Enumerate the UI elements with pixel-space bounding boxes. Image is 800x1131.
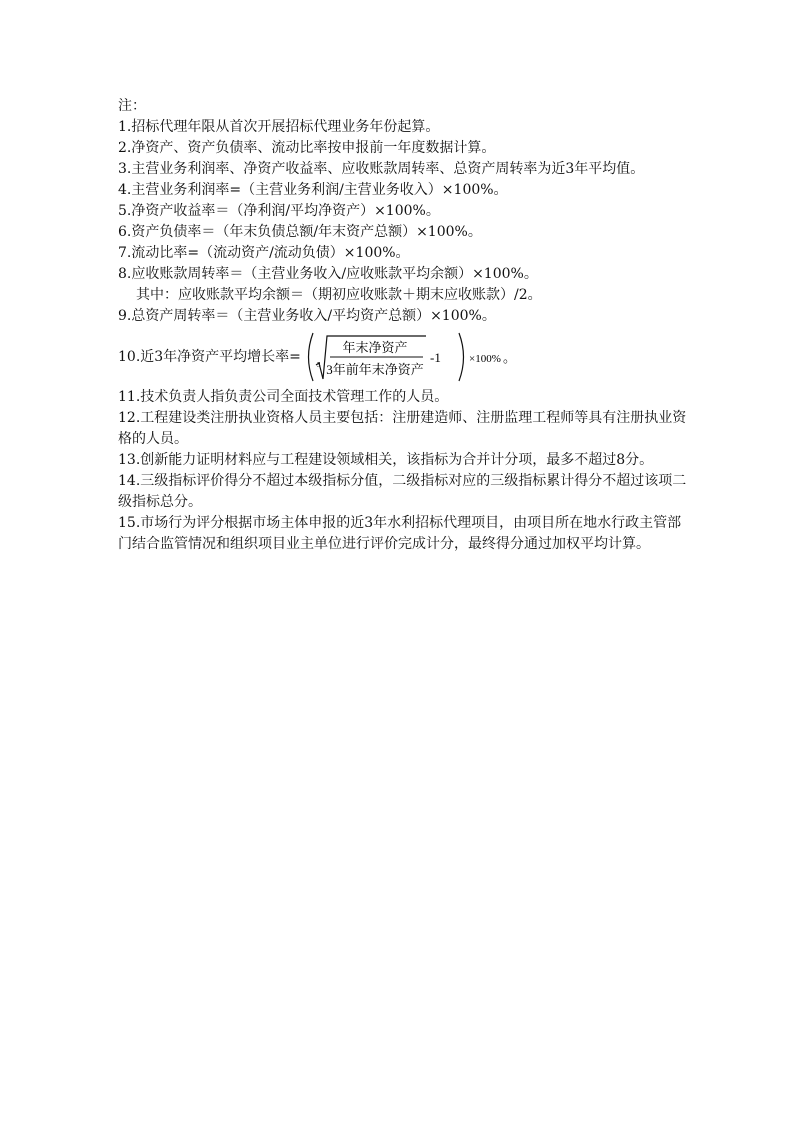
note-item-12: 12.工程建设类注册执业资格人员主要包括：注册建造师、注册监理工程师等具有注册执业资格的人员。 <box>118 410 687 447</box>
note-item-10-label: 10.近3年净资产平均增长率= <box>118 348 301 365</box>
growth-rate-formula <box>303 331 516 383</box>
note-item-14: 14.三级指标评价得分不超过本级指标分值，二级指标对应的三级指标累计得分不超过该项二级指标总分。 <box>118 473 687 510</box>
note-item-2: 2.净资产、资产负债率、流动比率按申报前一年度数据计算。 <box>118 140 496 156</box>
note-item-11: 11.技术负责人指负责公司全面技术管理工作的人员。 <box>118 389 449 405</box>
left-paren <box>308 333 313 381</box>
note-item-8-detail: 其中：应收账款平均余额＝（期初应收账款＋期末应收账款）/2。 <box>136 287 542 303</box>
note-item-9: 9.总资产周转率＝（主营业务收入/平均资产总额）×100%。 <box>118 308 496 324</box>
formula-times-100: ×100% <box>468 353 501 365</box>
note-item-10 <box>118 329 688 385</box>
note-item-7: 7.流动比率=（流动资产/流动负债）×100%。 <box>118 245 410 261</box>
note-item-4: 4.主营业务利润率=（主营业务利润/主营业务收入）×100%。 <box>118 182 508 198</box>
notes-heading: 注： <box>118 98 146 114</box>
root-index: 3 <box>316 361 321 369</box>
note-item-15: 15.市场行为评分根据市场主体申报的近3年水利招标代理项目，由项目所在地水行政主管部门结合监管情况和组织项目业主单位进行评价完成计分，最终得分通过加权平均计算。 <box>118 515 682 552</box>
formula-denominator: 3年前年末净资产 <box>326 362 424 377</box>
right-paren <box>459 333 464 381</box>
note-item-8: 8.应收账款周转率＝（主营业务收入/应收账款平均余额）×100%。 <box>118 266 538 282</box>
note-item-1: 1.招标代理年限从首次开展招标代理业务年份起算。 <box>118 119 440 135</box>
formula-numerator: 年末净资产 <box>342 340 408 355</box>
note-item-5: 5.净资产收益率＝（净利润/平均净资产）×100%。 <box>118 203 440 219</box>
formula-period: 。 <box>502 350 516 365</box>
notes-block <box>118 96 688 555</box>
formula-graphic <box>303 331 516 383</box>
note-item-3: 3.主营业务利润率、净资产收益率、应收账款周转率、总资产周转率为近3年平均值。 <box>118 161 645 177</box>
note-item-13: 13.创新能力证明材料应与工程建设领域相关，该指标为合并计分项，最多不超过8分。 <box>118 452 654 468</box>
formula-minus-one: -1 <box>429 350 441 365</box>
note-item-6: 6.资产负债率＝（年末负债总额/年末资产总额）×100%。 <box>118 224 482 240</box>
